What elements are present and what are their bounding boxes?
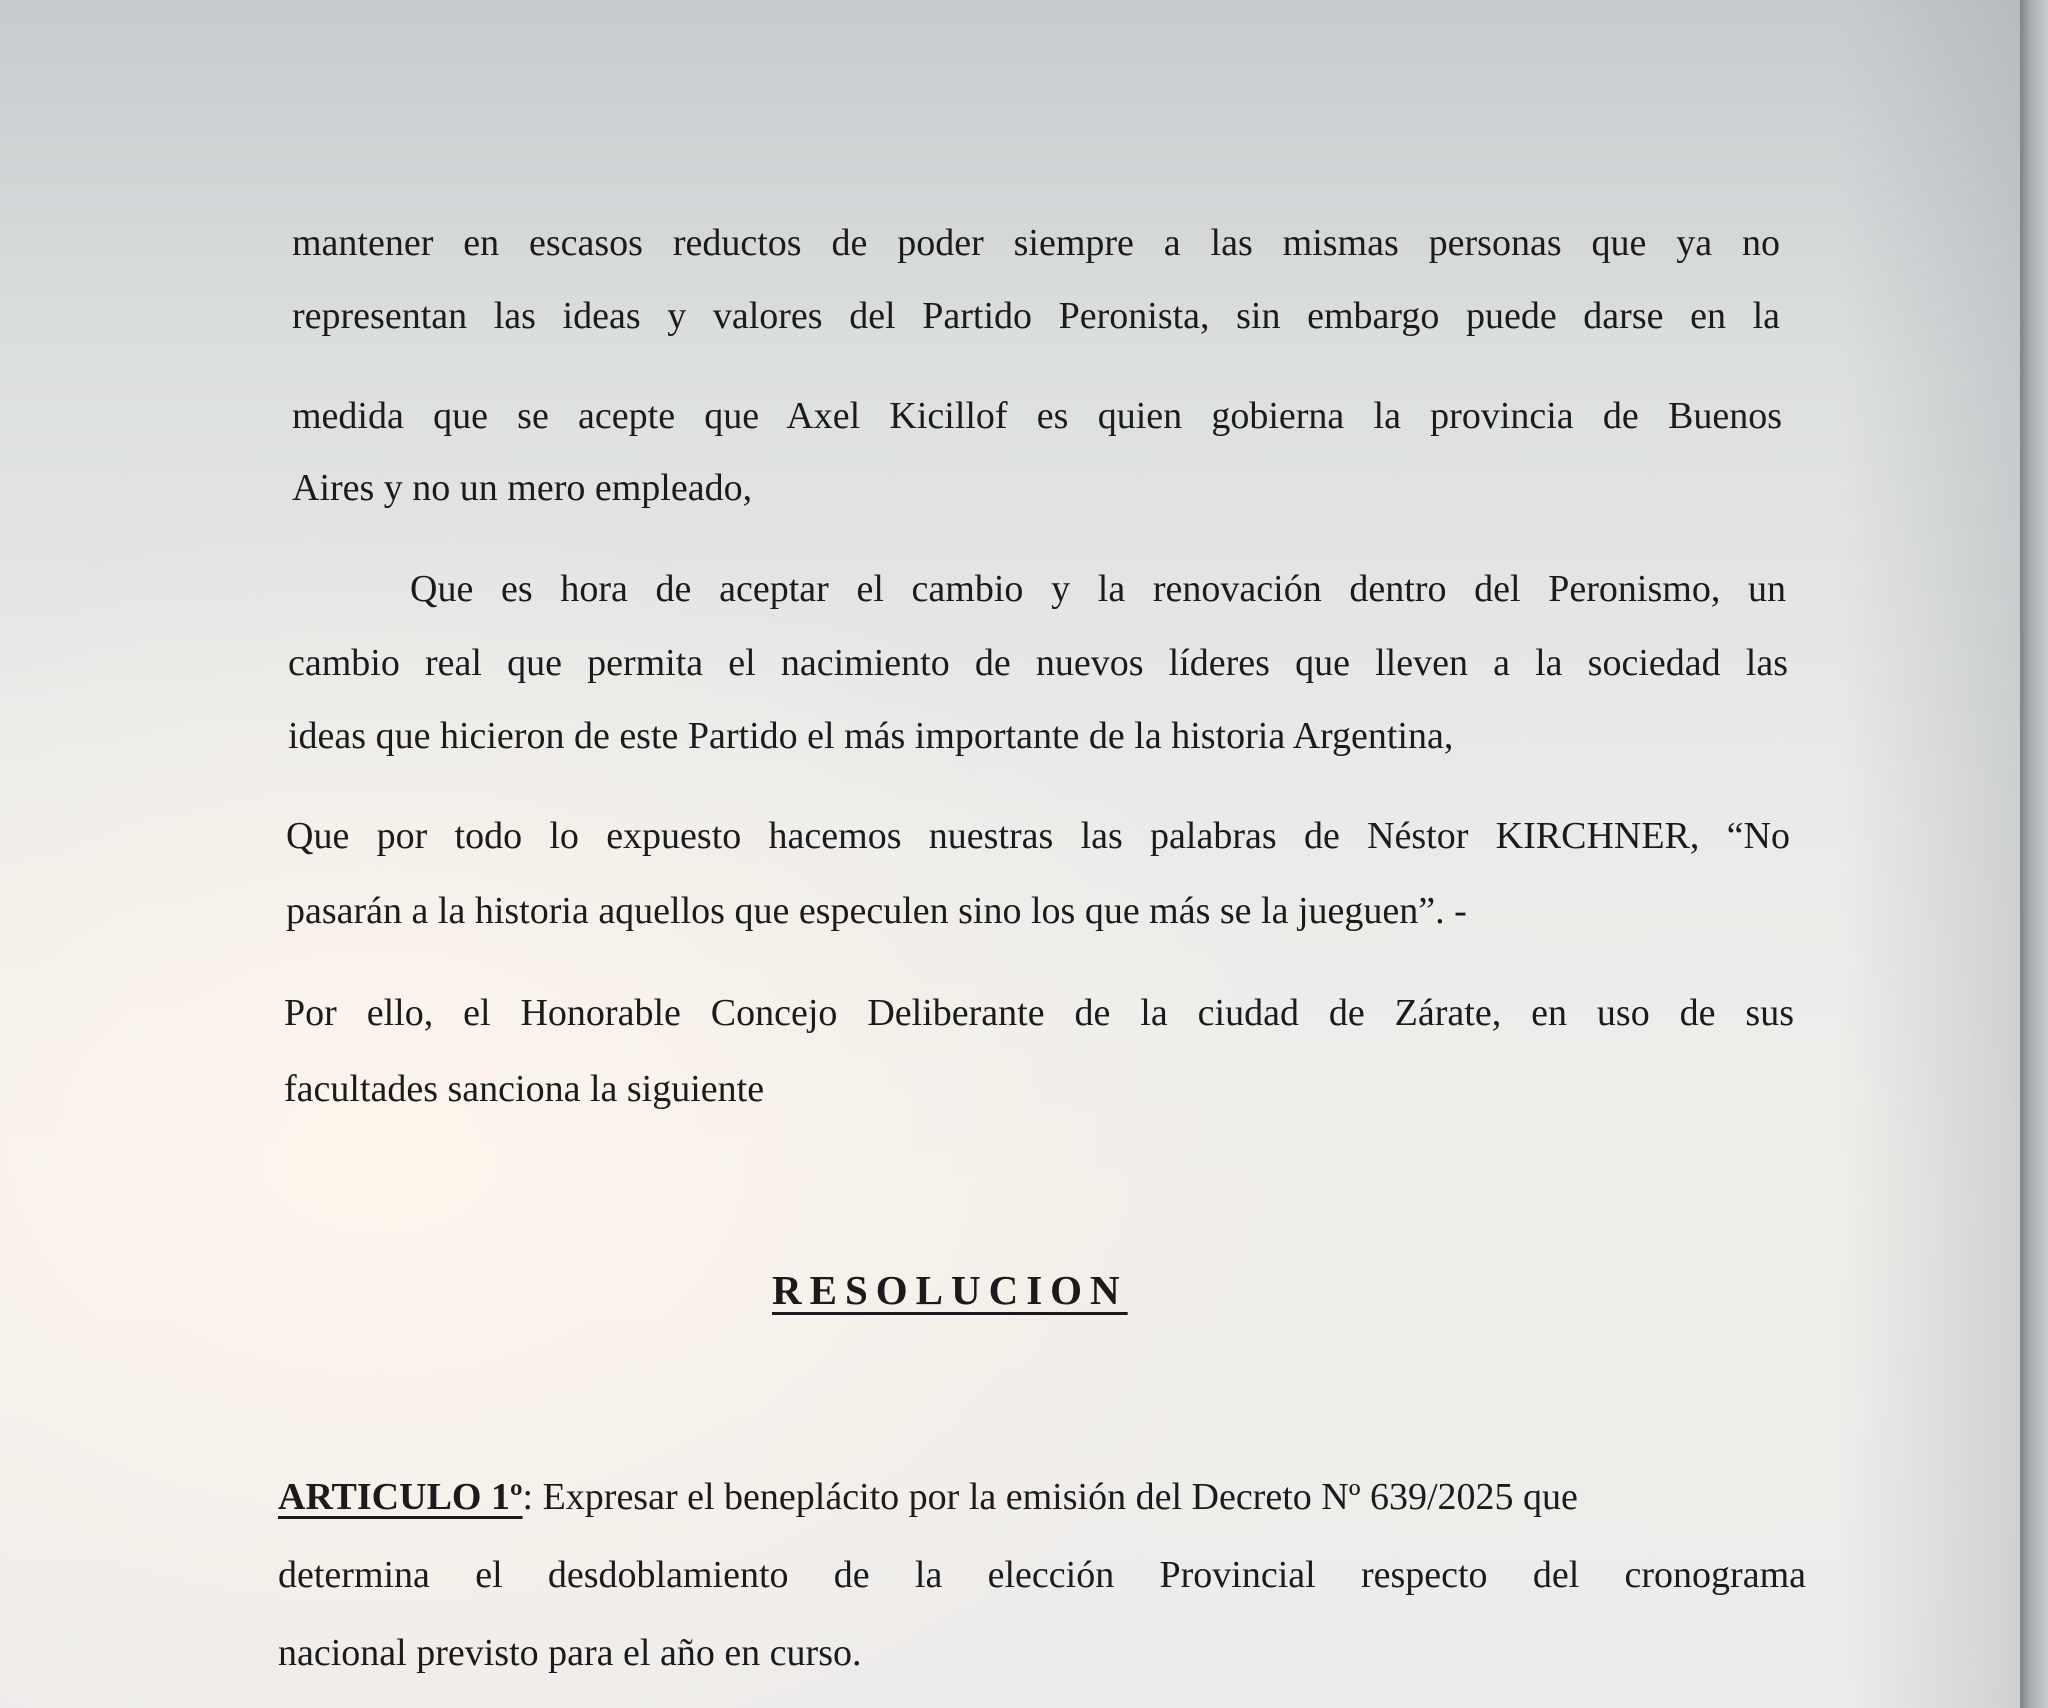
body-line: Aires y no un mero empleado, <box>292 467 753 509</box>
body-line: representan las ideas y valores del Partido Peronista, sin embargo puede darse en la <box>292 295 1780 337</box>
body-line: Que es hora de aceptar el cambio y la renovación dentro del Peronismo, un <box>410 568 1786 610</box>
article-line: determina el desdoblamiento de la elección Provincial respecto del cronograma <box>278 1554 1806 1596</box>
article-label: ARTICULO 1º <box>278 1476 523 1518</box>
body-line: pasarán a la historia aquellos que especulen sino los que más se la jueguen”. - <box>286 890 1467 932</box>
article-first-line <box>278 1474 1578 1520</box>
body-line: Que por todo lo expuesto hacemos nuestras las palabras de Néstor KIRCHNER, “No <box>286 815 1790 857</box>
article-separator: : <box>522 1476 534 1518</box>
body-line: ideas que hicieron de este Partido el más importante de la historia Argentina, <box>288 715 1454 757</box>
body-line: mantener en escasos reductos de poder siempre a las mismas personas que ya no <box>292 222 1780 264</box>
body-line: Por ello, el Honorable Concejo Deliberante de la ciudad de Zárate, en uso de sus <box>284 992 1794 1034</box>
body-line: cambio real que permita el nacimiento de nuevos líderes que lleven a la sociedad las <box>288 642 1788 684</box>
body-line: facultades sanciona la siguiente <box>284 1068 765 1110</box>
article-line: nacional previsto para el año en curso. <box>278 1632 862 1674</box>
body-line: medida que se acepte que Axel Kicillof es quien gobierna la provincia de Buenos <box>292 395 1782 437</box>
article-text: Expresar el beneplácito por la emisión del Decreto Nº 639/2025 que <box>533 1476 1578 1518</box>
resolution-heading: RESOLUCION <box>772 1267 1128 1313</box>
page-edge <box>2020 0 2048 1708</box>
